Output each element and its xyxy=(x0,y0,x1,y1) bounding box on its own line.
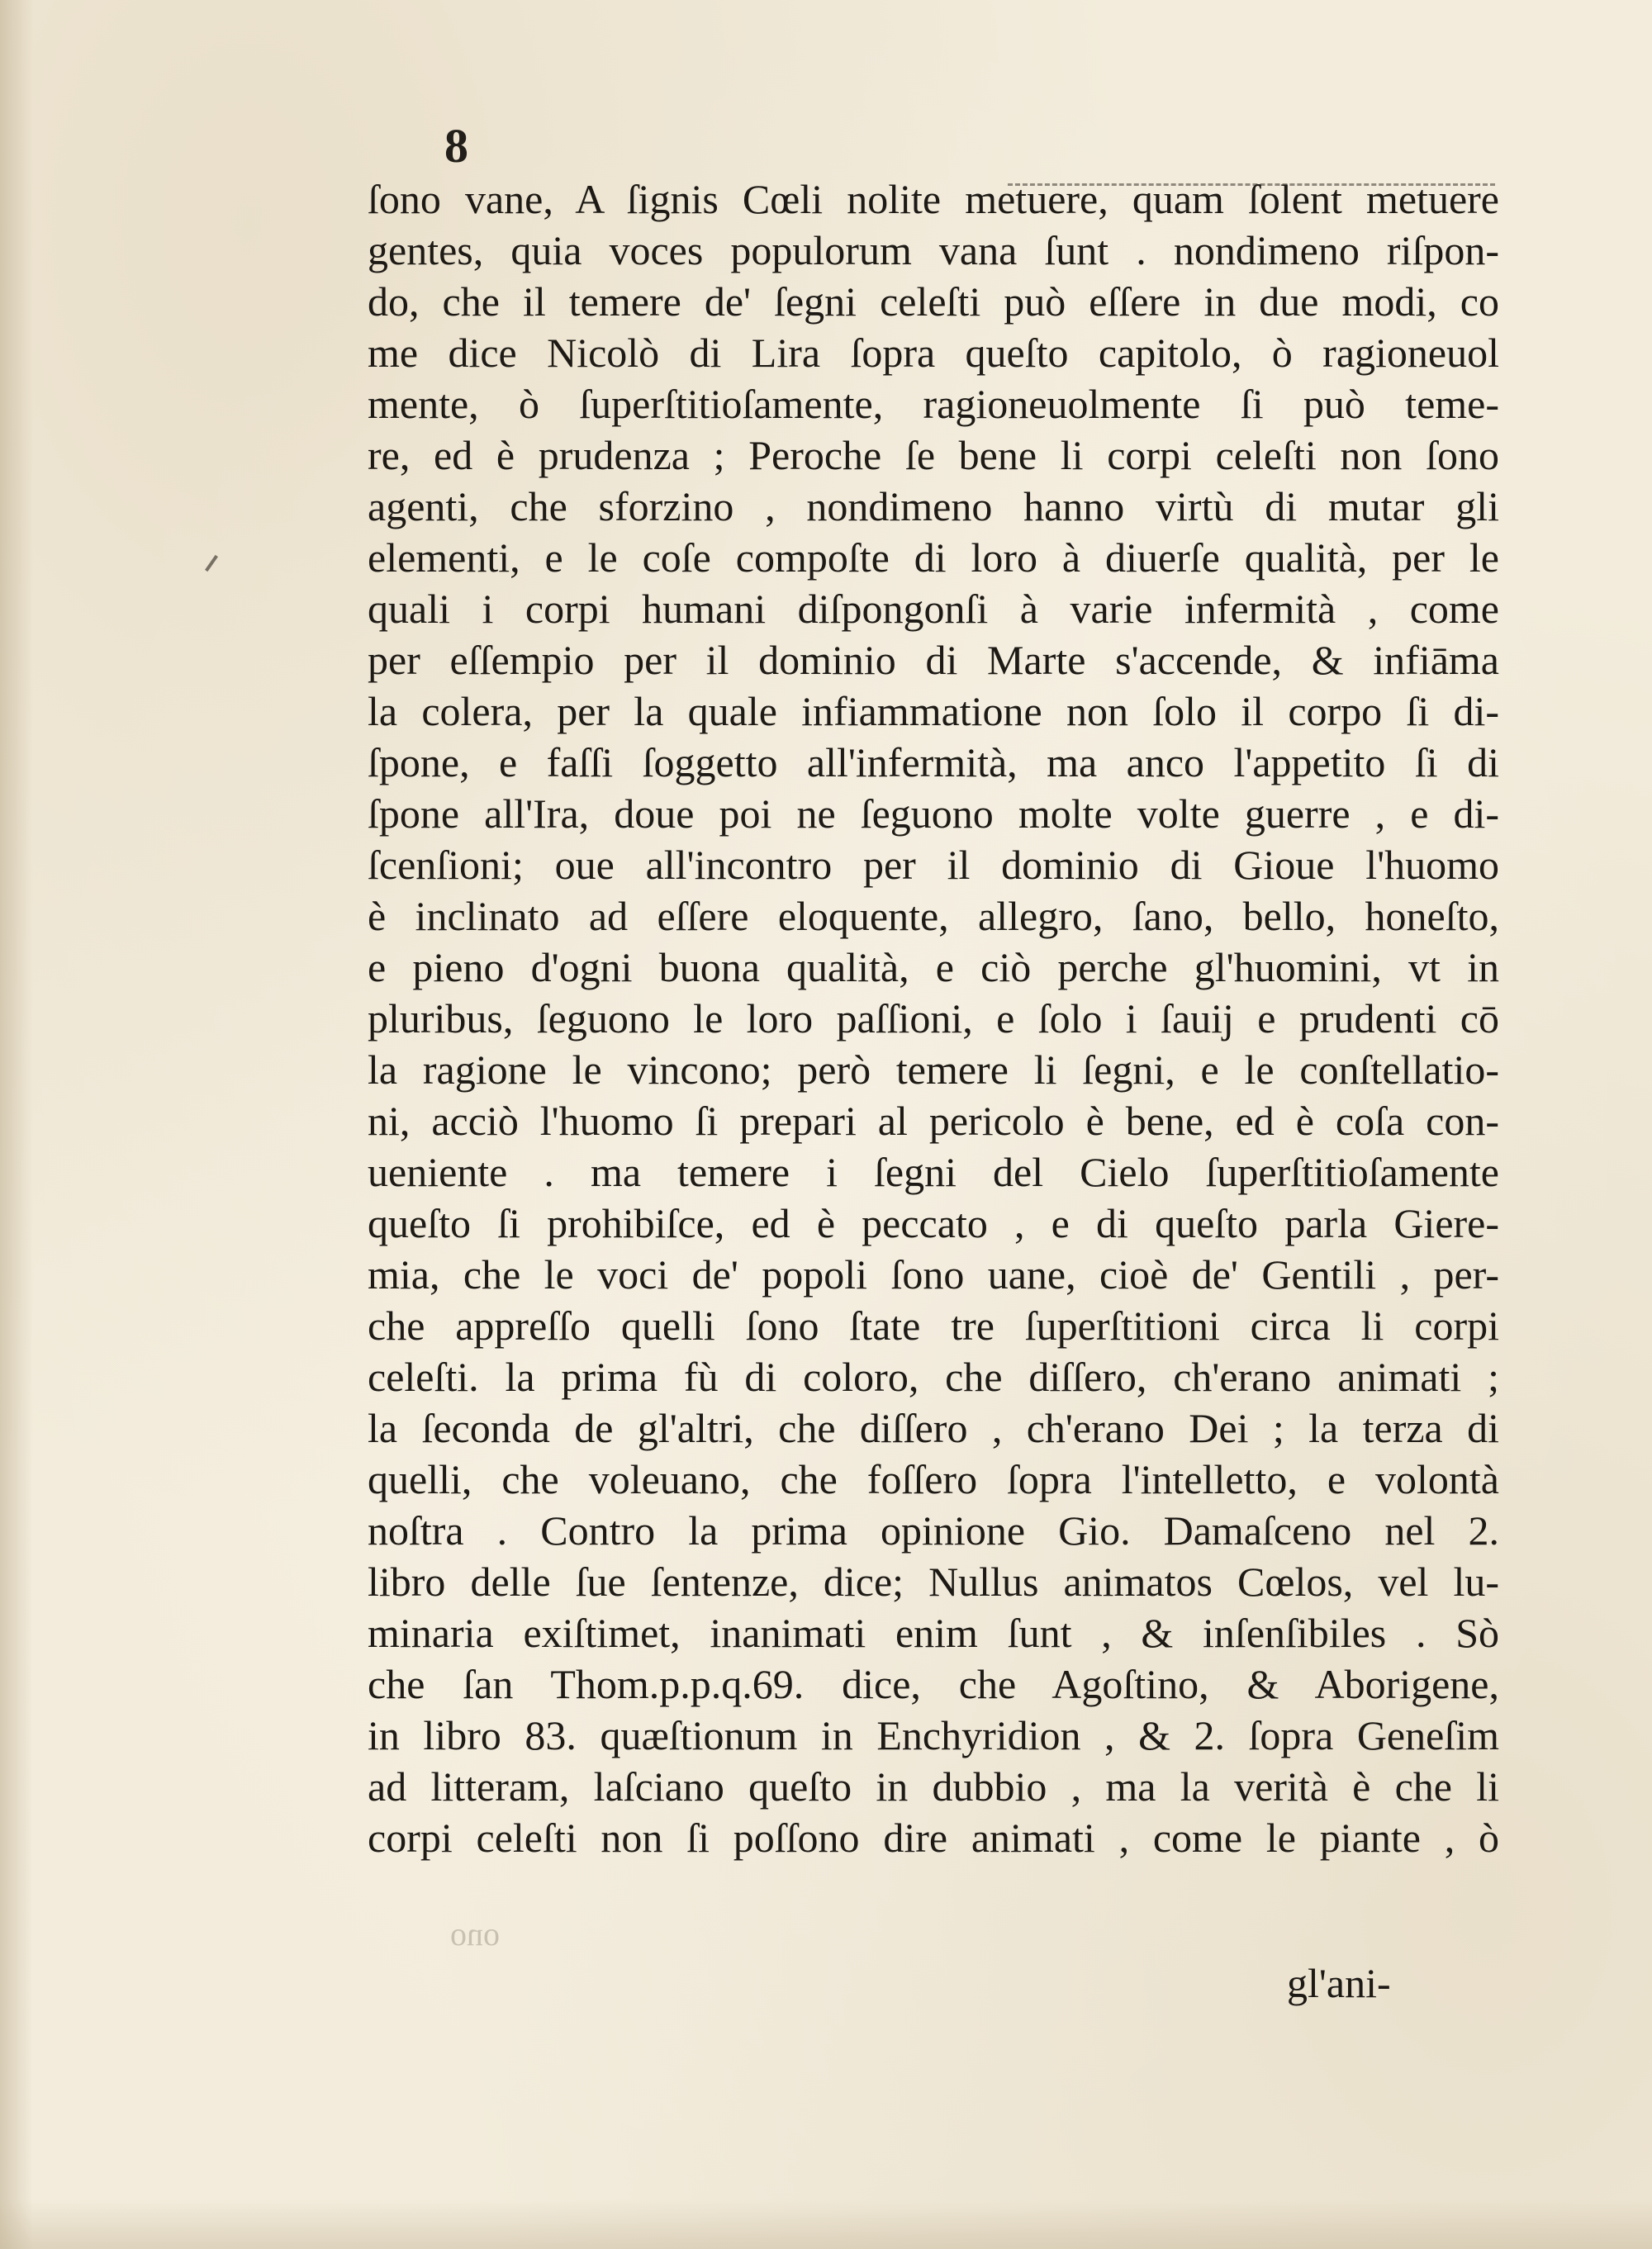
text-line: mia, che le voci de' popoli ſono uane, cioè de' Gentili , per- xyxy=(368,1251,1499,1298)
bleed-through-text: ono xyxy=(450,1915,500,1952)
text-line: quelli, che voleuano, che foſſero ſopra l'intelletto, e volontà xyxy=(368,1456,1499,1502)
text-line: quali i corpi humani diſpongonſi à varie infermità , come xyxy=(368,586,1499,632)
text-line: gentes, quia voces populorum vana ſunt . nondimeno riſpon- xyxy=(368,227,1499,273)
text-line: ſpone all'Ira, doue poi ne ſeguono molte volte guerre , e di- xyxy=(368,790,1499,837)
text-line: che ſan Thom.p.p.q.69. dice, che Agoſtino, & Aborigene, xyxy=(368,1661,1499,1707)
text-line: minaria exiſtimet, inanimati enim ſunt , & inſenſibiles . Sò xyxy=(368,1610,1499,1656)
text-line: me dice Nicolò di Lira ſopra queſto capitolo, ò ragioneuol xyxy=(368,330,1499,376)
margin-pen-mark xyxy=(205,555,218,572)
text-line: ſcenſioni; oue all'incontro per il dominio di Gioue l'huomo xyxy=(368,842,1499,888)
body-text xyxy=(368,173,1499,1863)
text-line: do, che il temere de' ſegni celeſti può eſſere in due modi, co xyxy=(368,278,1499,325)
text-line: re, ed è prudenza ; Peroche ſe bene li corpi celeſti non ſono xyxy=(368,432,1499,478)
text-line: noſtra . Contro la prima opinione Gio. Damaſceno nel 2. xyxy=(368,1507,1499,1554)
text-line: la colera, per la quale infiammatione non ſolo il corpo ſi di- xyxy=(368,688,1499,734)
text-line: ni, acciò l'huomo ſi prepari al pericolo è bene, ed è coſa con- xyxy=(368,1098,1499,1144)
text-line: queſto ſi prohibiſce, ed è peccato , e di queſto parla Giere- xyxy=(368,1200,1499,1246)
text-line: elementi, e le coſe compoſte di loro à diuerſe qualità, per le xyxy=(368,534,1499,581)
text-line: corpi celeſti non ſi poſſono dire animati , come le piante , ò xyxy=(368,1815,1499,1861)
text-line: pluribus, ſeguono le loro paſſioni, e ſolo i ſauij e prudenti cō xyxy=(368,995,1499,1041)
page-number: 8 xyxy=(444,119,468,173)
text-line: in libro 83. quæſtionum in Enchyridion , & 2. ſopra Geneſim xyxy=(368,1712,1499,1758)
page-edge-shadow xyxy=(0,0,33,2249)
text-line: libro delle ſue ſentenze, dice; Nullus animatos Cœlos, vel lu- xyxy=(368,1559,1499,1605)
text-line: per eſſempio per il dominio di Marte s'accende, & infiāma xyxy=(368,637,1499,683)
text-line: è inclinato ad eſſere eloquente, allegro, ſano, bello, honeſto, xyxy=(368,893,1499,939)
text-line: ueniente . ma temere i ſegni del Cielo ſuperſtitioſamente xyxy=(368,1149,1499,1195)
page-bottom-shadow xyxy=(0,2199,1652,2249)
text-line: ſpone, e faſſi ſoggetto all'infermità, ma anco l'appetito ſi di xyxy=(368,739,1499,785)
text-line: la ſeconda de gl'altri, che diſſero , ch'erano Dei ; la terza di xyxy=(368,1405,1499,1451)
text-line: celeſti. la prima fù di coloro, che diſſero, ch'erano animati ; xyxy=(368,1354,1499,1400)
text-line: ſono vane, A ſignis Cœli nolite metuere, quam ſolent metuere xyxy=(368,176,1499,222)
catchword: gl'ani- xyxy=(1287,1960,1391,2006)
text-line: e pieno d'ogni buona qualità, e ciò perche gl'huomini, vt in xyxy=(368,944,1499,990)
text-line: ad litteram, laſciano queſto in dubbio , ma la verità è che li xyxy=(368,1763,1499,1810)
text-line: la ragione le vincono; però temere li ſegni, e le conſtellatio- xyxy=(368,1046,1499,1093)
text-line: agenti, che sforzino , nondimeno hanno virtù di mutar gli xyxy=(368,483,1499,529)
text-line: che appreſſo quelli ſono ſtate tre ſuperſtitioni circa li corpi xyxy=(368,1302,1499,1349)
text-line: mente, ò ſuperſtitioſamente, ragioneuolmente ſi può teme- xyxy=(368,381,1499,427)
